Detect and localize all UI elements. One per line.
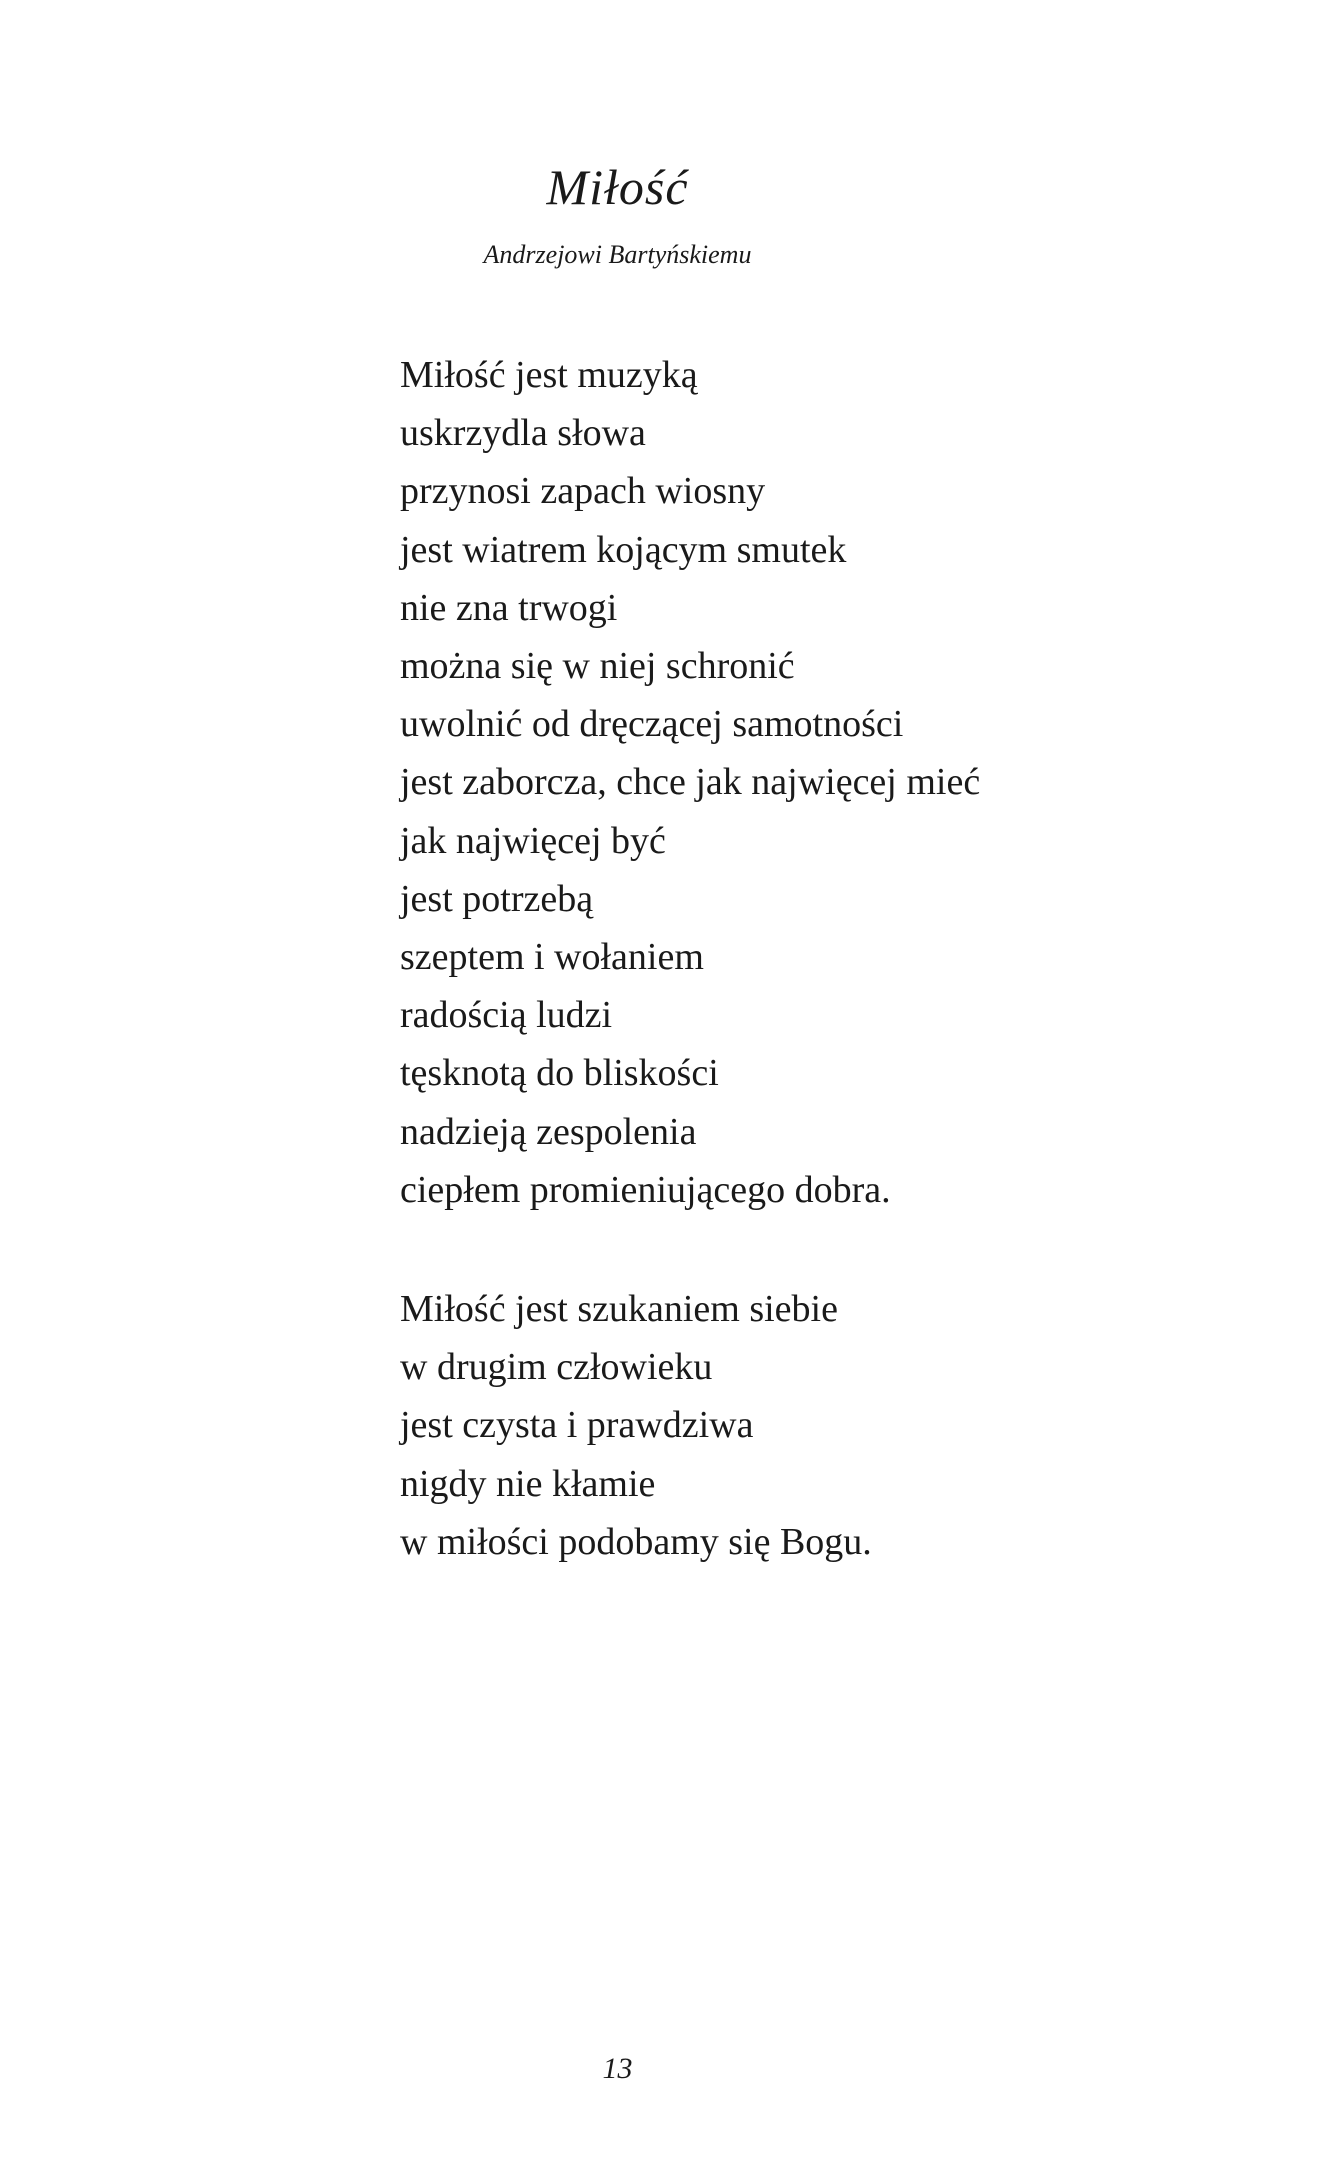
poem-line: tęsknotą do bliskości [400, 1052, 719, 1095]
poem-line: jest czysta i prawdziwa [400, 1404, 754, 1447]
poem-line: uskrzydla słowa [400, 412, 646, 455]
poem-line: ciepłem promieniującego dobra. [400, 1168, 891, 1211]
poem-line: jest zaborcza, chce jak najwięcej mieć [400, 761, 981, 804]
poem-line: przynosi zapach wiosny [400, 470, 766, 513]
poem-line: jest wiatrem kojącym smutek [400, 528, 847, 571]
poem-line: nie zna trwogi [400, 586, 618, 629]
poem-line: jak najwięcej być [400, 819, 666, 862]
poem-line: radością ludzi [400, 994, 613, 1037]
poem-line: Miłość jest muzyką [400, 354, 698, 396]
stanza-2 [400, 1280, 872, 1571]
poem-title: Miłość [546, 159, 689, 215]
poem-line: Miłość jest szukaniem siebie [400, 1288, 838, 1330]
stanza-1 [400, 346, 980, 1219]
poem-line: jest potrzebą [400, 877, 594, 920]
poem-line: w drugim człowieku [400, 1346, 713, 1389]
poem-line: uwolnić od dręczącej samotności [400, 703, 904, 746]
poem-line: nadzieją zespolenia [400, 1110, 697, 1153]
poem-line: w miłości podobamy się Bogu. [400, 1520, 872, 1563]
poem-line: szeptem i wołaniem [400, 936, 704, 979]
page-number: 13 [602, 2052, 633, 2085]
poem-line: nigdy nie kłamie [400, 1462, 656, 1505]
poem-line: można się w niej schronić [400, 645, 795, 688]
poem-dedication: Andrzejowi Bartyńskiemu [483, 240, 752, 269]
